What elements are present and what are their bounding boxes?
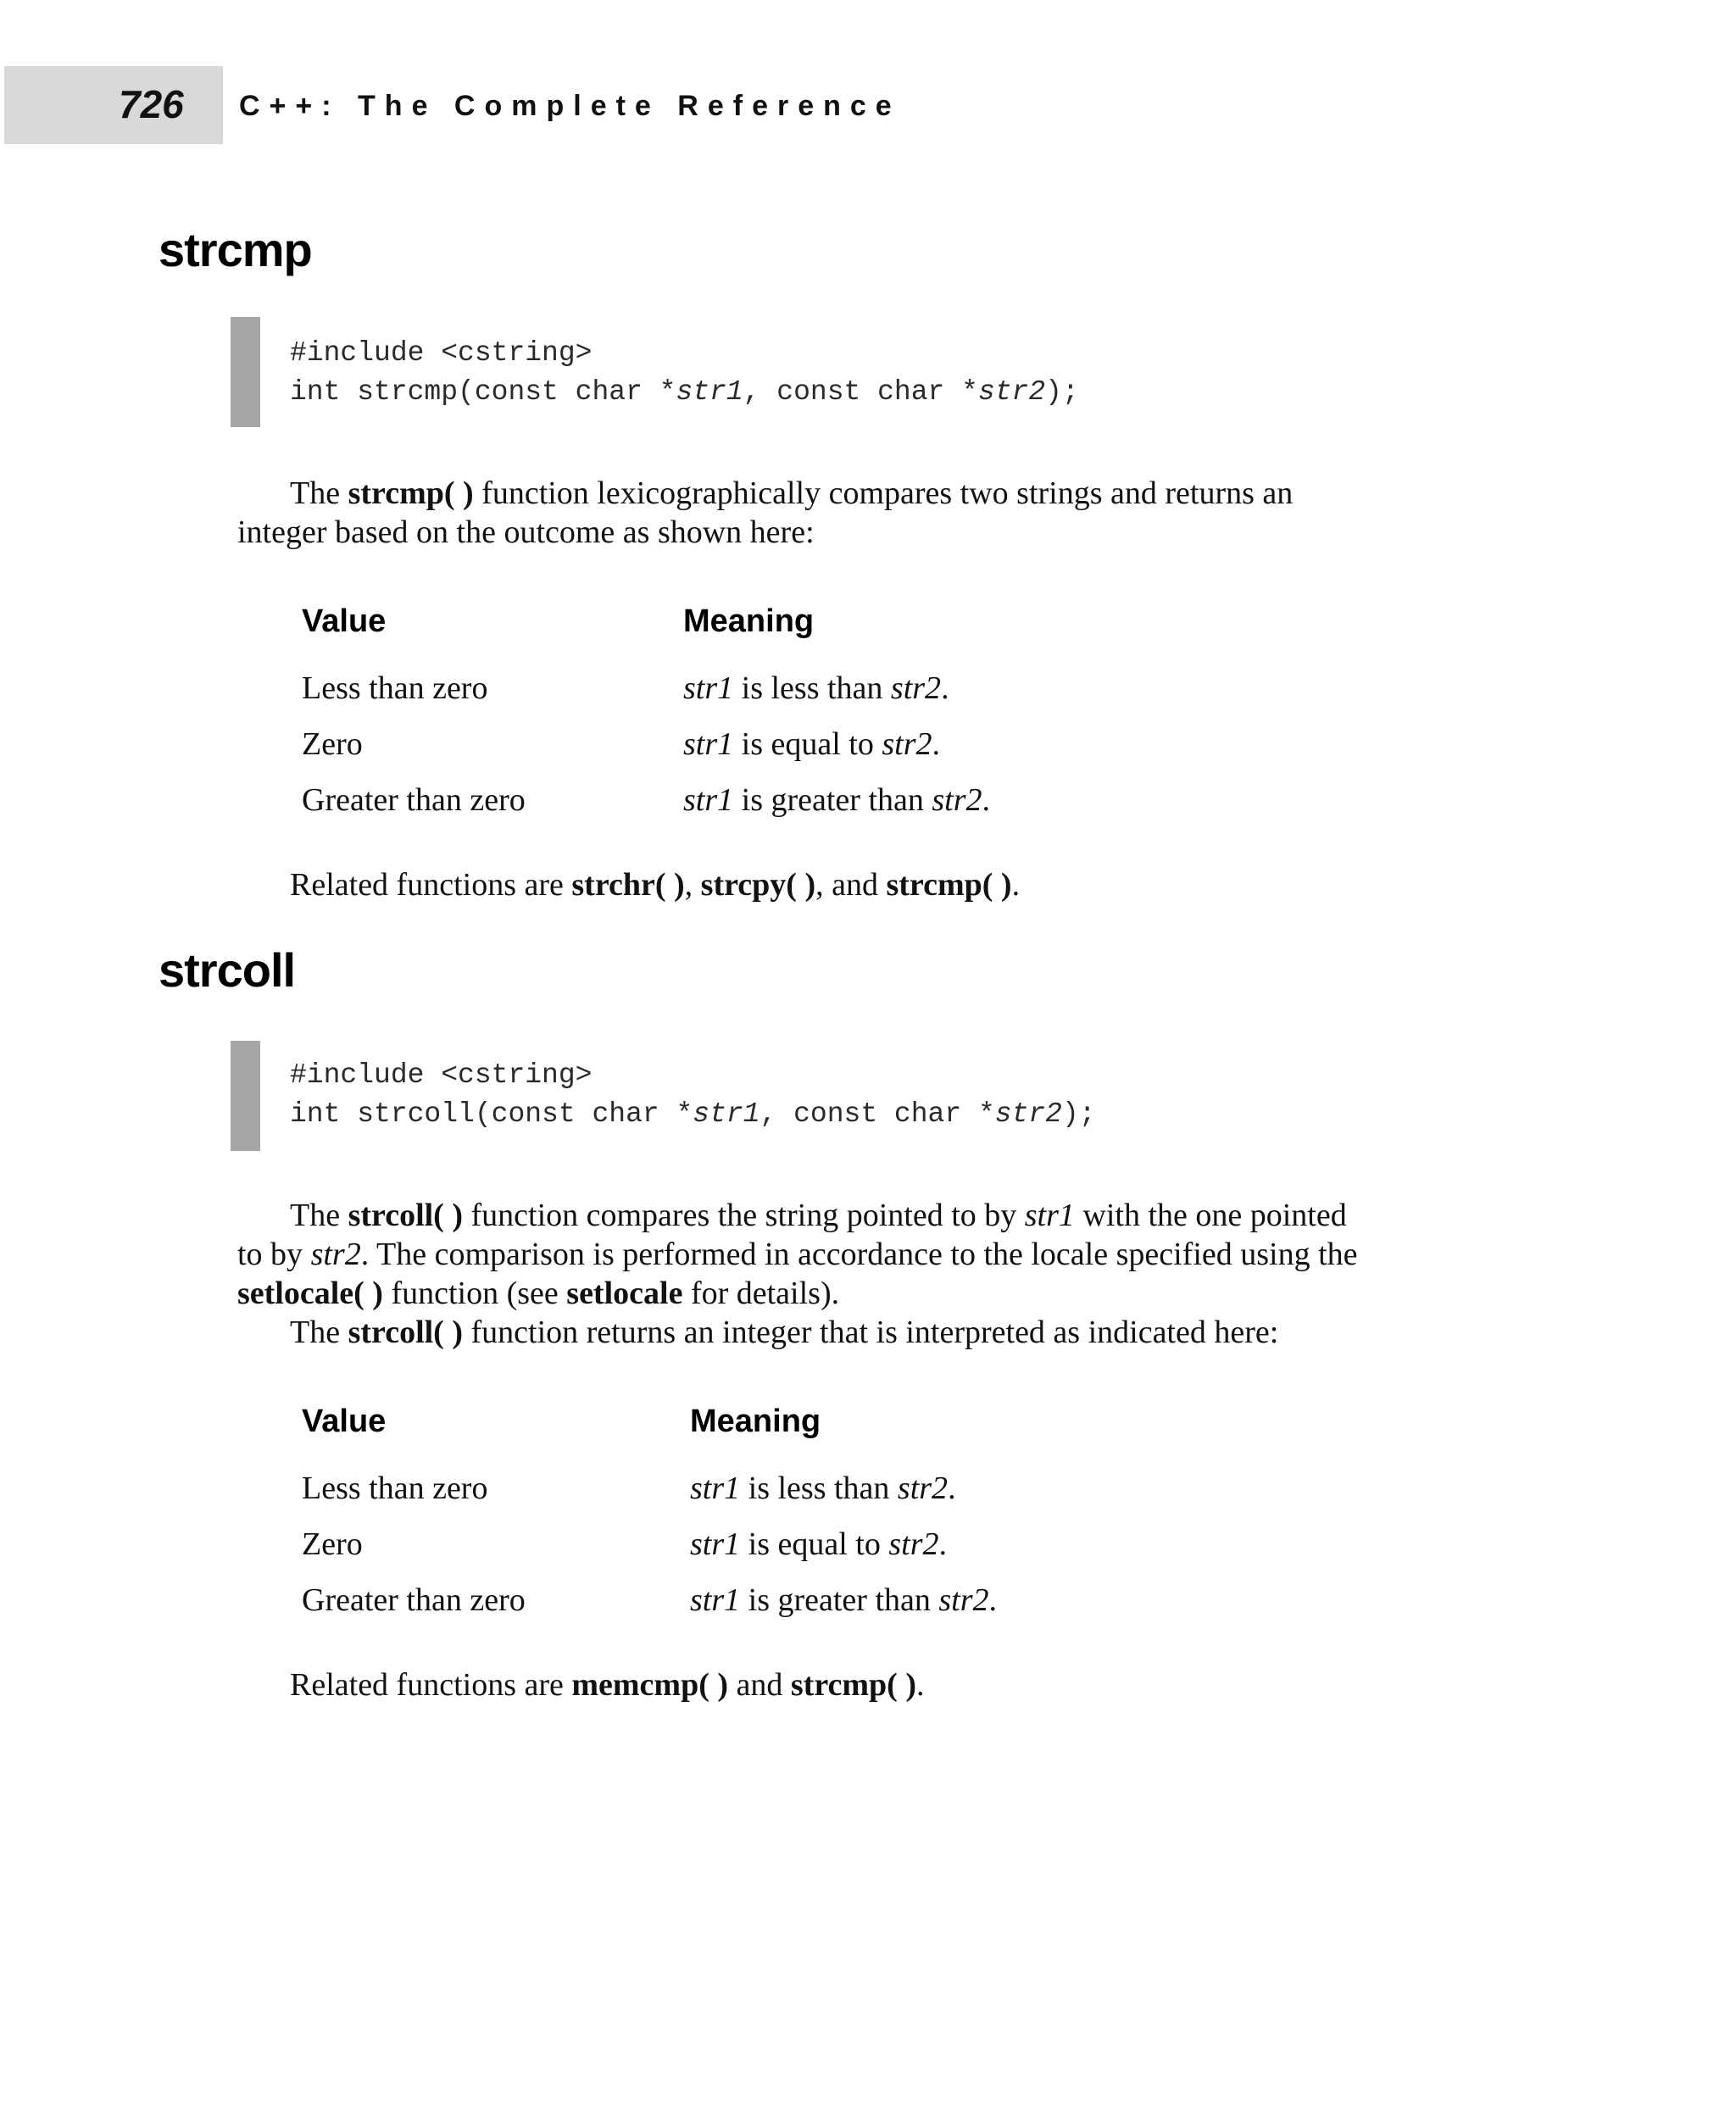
related-functions-line: Related functions are strchr( ), strcpy( ), and strcmp( ). xyxy=(290,867,1021,903)
related-functions-line: Related functions are memcmp( ) and strcmp( ). xyxy=(290,1667,925,1703)
paragraph-line: integer based on the outcome as shown here: xyxy=(237,514,815,550)
section-heading-strcoll: strcoll xyxy=(159,943,296,997)
code-line-prototype: int strcmp(const char *str1, const char *str2); xyxy=(290,376,1079,408)
code-param-str1: str1 xyxy=(693,1098,760,1130)
code-block-bar xyxy=(231,317,260,427)
function-name: setlocale( ) xyxy=(237,1276,383,1311)
code-block-bar xyxy=(231,1041,260,1151)
code-param-str2: str2 xyxy=(977,376,1046,408)
section-heading-strcmp: strcmp xyxy=(159,223,312,276)
code-line-include: #include <cstring> xyxy=(290,1059,593,1091)
table-cell-value: Less than zero xyxy=(302,670,488,706)
page-number: 726 xyxy=(119,82,184,126)
table-header-meaning: Meaning xyxy=(683,603,815,639)
table-cell-value: Greater than zero xyxy=(302,782,526,818)
table-cell-meaning: str1 is equal to str2. xyxy=(690,1526,947,1562)
paragraph-line: The strcoll( ) function returns an integer that is interpreted as indicated here: xyxy=(290,1315,1279,1350)
code-line-prototype: int strcoll(const char *str1, const char *str2); xyxy=(290,1098,1096,1130)
function-name: strcoll( ) xyxy=(348,1315,463,1350)
table-cell-meaning: str1 is less than str2. xyxy=(690,1470,956,1506)
table-cell-value: Zero xyxy=(302,1526,363,1562)
paragraph-line: The strcoll( ) function compares the string pointed to by str1 with the one pointed xyxy=(290,1198,1347,1233)
running-header-title: C++: The Complete Reference xyxy=(239,90,901,122)
table-cell-meaning: str1 is greater than str2. xyxy=(690,1582,998,1618)
table-cell-value: Greater than zero xyxy=(302,1582,526,1618)
code-param-str2: str2 xyxy=(994,1098,1062,1130)
page-number-tab xyxy=(4,66,223,144)
table-cell-meaning: str1 is less than str2. xyxy=(683,670,949,706)
paragraph-line: setlocale( ) function (see setlocale for details). xyxy=(237,1276,840,1311)
paragraph-line: The strcmp( ) function lexicographically compares two strings and returns an xyxy=(290,475,1294,511)
table-cell-meaning: str1 is greater than str2. xyxy=(683,782,991,818)
table-cell-value: Zero xyxy=(302,726,363,762)
code-line-include: #include <cstring> xyxy=(290,337,593,369)
table-header-value: Value xyxy=(302,1404,387,1439)
paragraph-line: to by str2. The comparison is performed in accordance to the locale specified using the xyxy=(237,1237,1358,1272)
table-cell-value: Less than zero xyxy=(302,1470,488,1506)
table-header-value: Value xyxy=(302,603,387,639)
table-header-meaning: Meaning xyxy=(690,1404,821,1439)
table-cell-meaning: str1 is equal to str2. xyxy=(683,726,940,762)
function-name: strcoll( ) xyxy=(348,1198,463,1233)
code-param-str1: str1 xyxy=(676,376,743,408)
function-name: strcmp( ) xyxy=(348,475,474,511)
